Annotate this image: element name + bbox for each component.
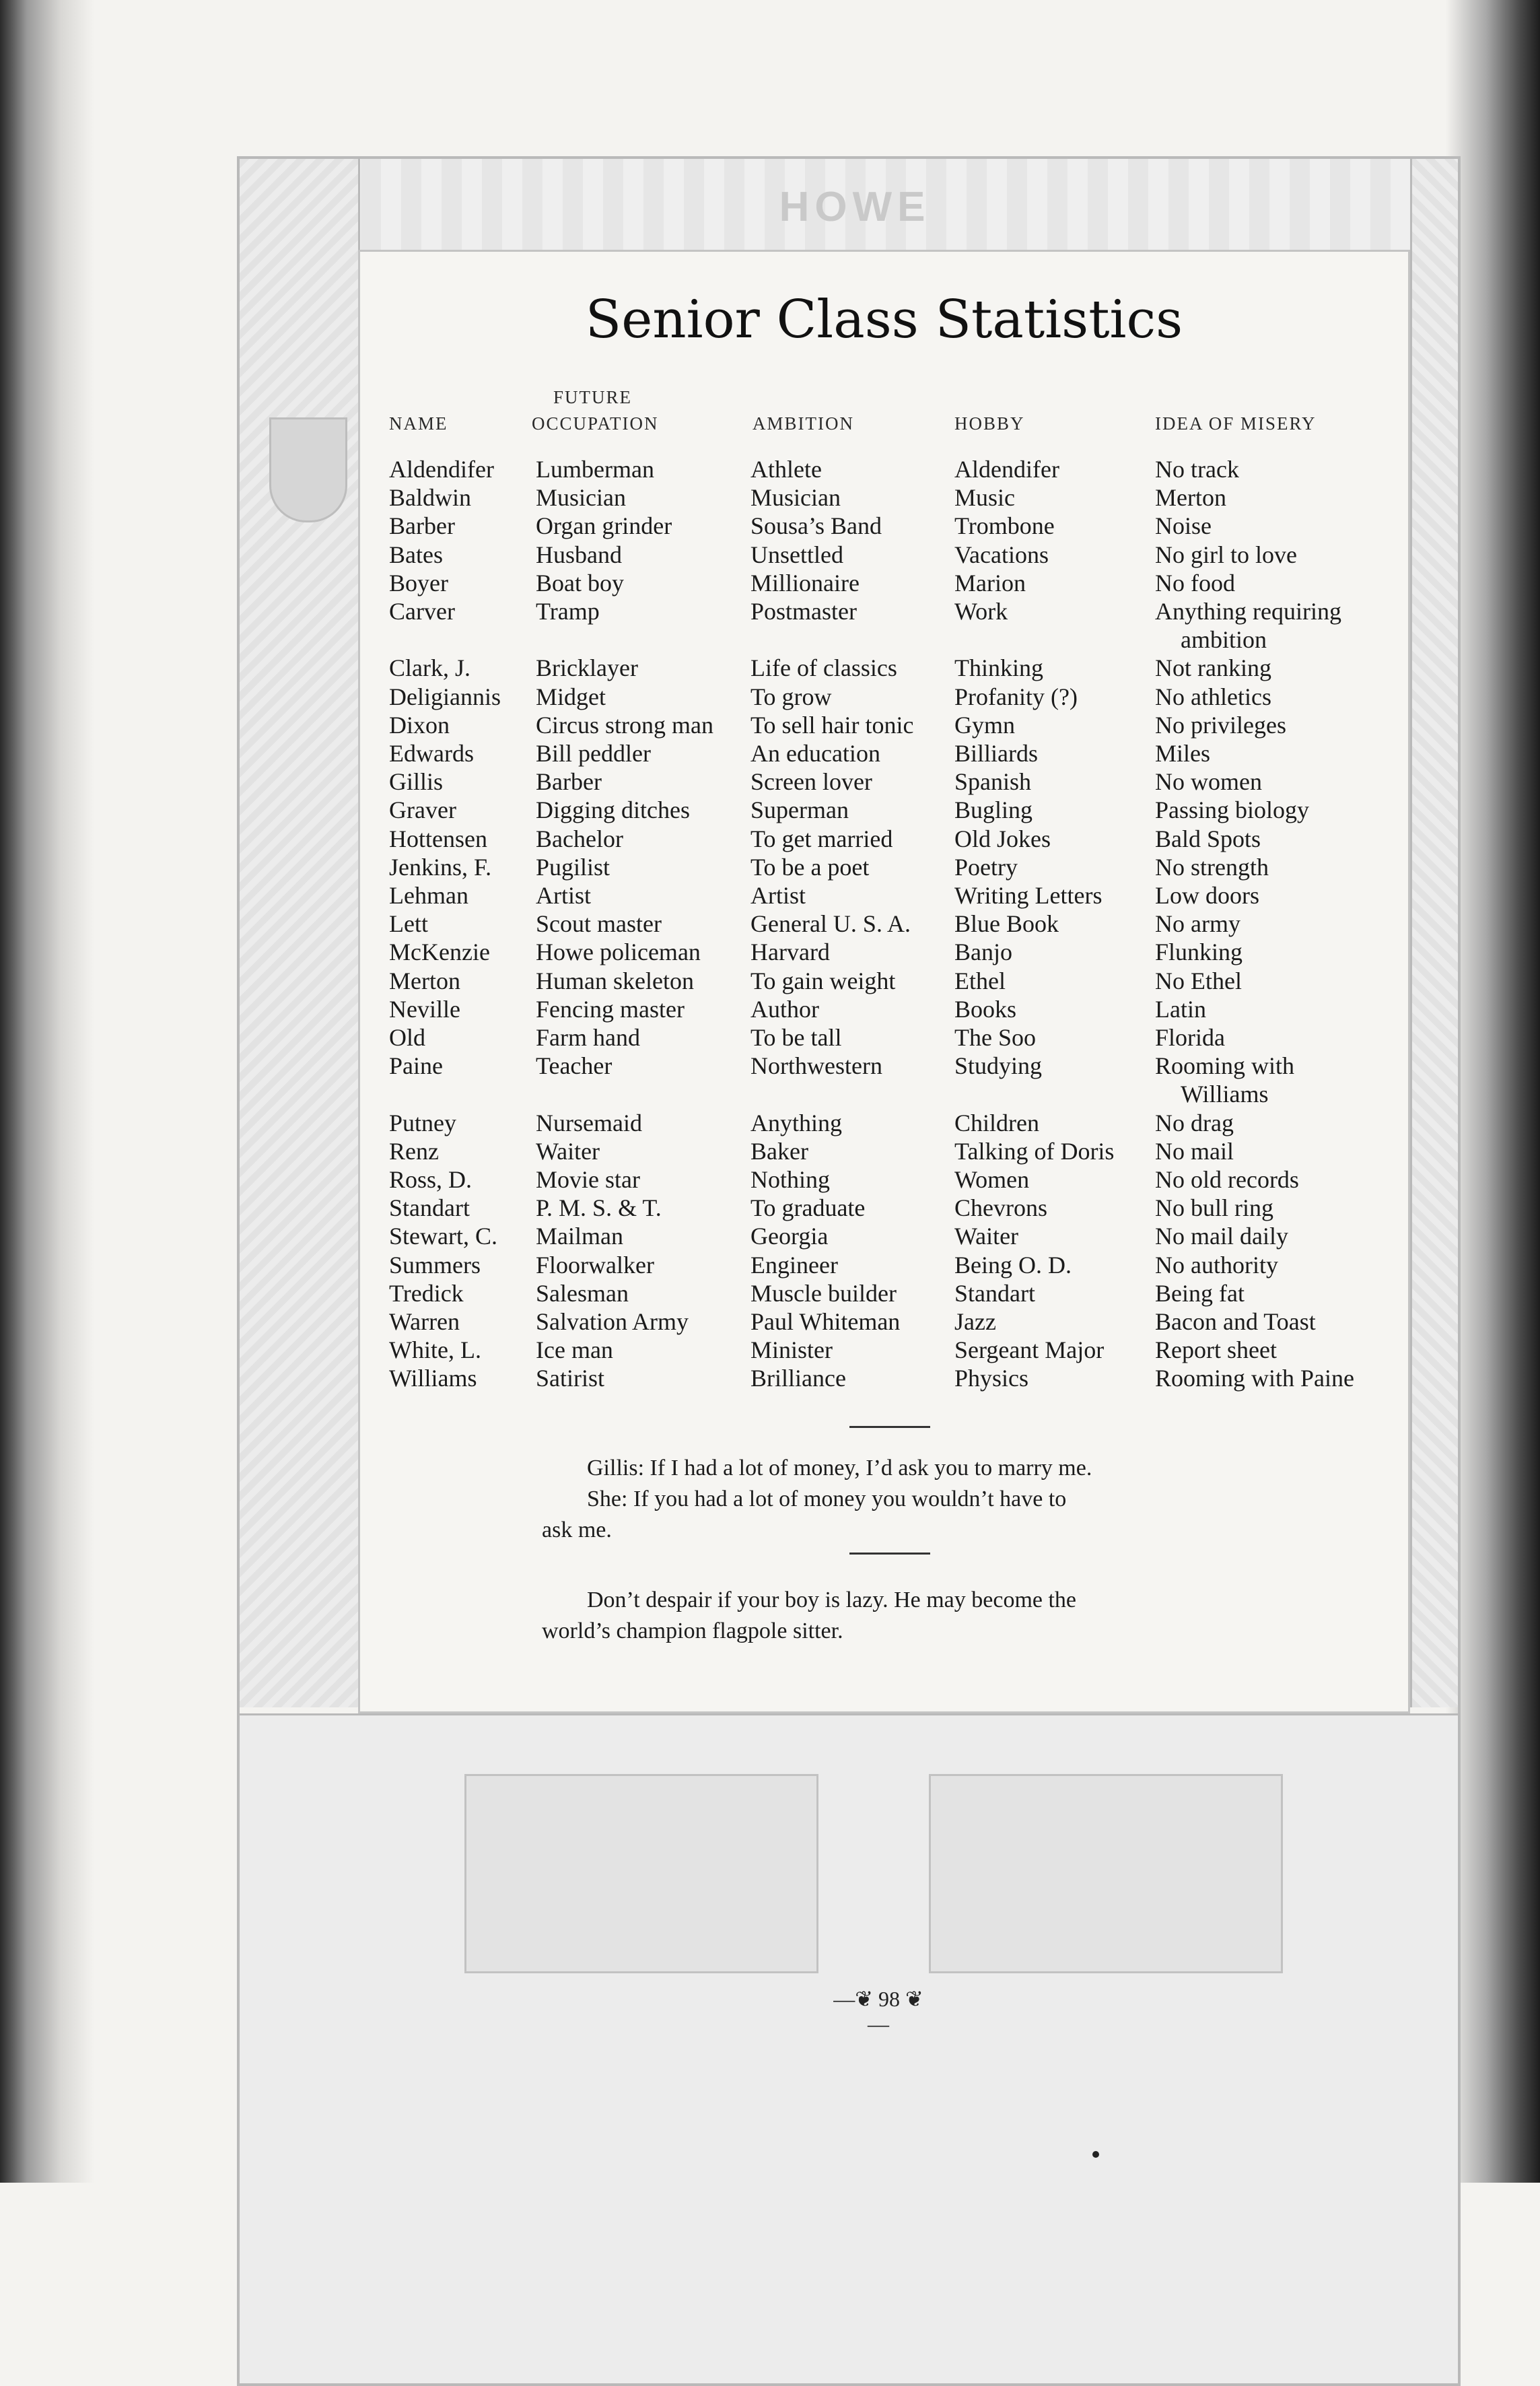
row-hobby: Physics <box>954 1365 1029 1392</box>
row-name: Hottensen <box>389 825 487 852</box>
joke-despair-line: Don’t despair if your boy is lazy. He may become the <box>587 1588 1077 1612</box>
row-idea-of-misery: Low doors <box>1155 882 1259 909</box>
header-occupation: OCCUPATION <box>532 413 659 434</box>
row-idea-of-misery: Bacon and Toast <box>1155 1308 1316 1335</box>
ink-dot <box>1092 2151 1099 2158</box>
row-name: Jenkins, F. <box>389 853 492 881</box>
row-hobby: Jazz <box>954 1308 996 1335</box>
row-occupation: Ice man <box>536 1336 613 1364</box>
row-name: Carver <box>389 598 455 625</box>
row-idea-of-misery: No old records <box>1155 1166 1299 1193</box>
row-ambition: Postmaster <box>750 598 857 625</box>
row-ambition: General U. S. A. <box>750 910 911 938</box>
row-idea-of-misery: No athletics <box>1155 683 1271 710</box>
row-occupation: Bill peddler <box>536 740 651 767</box>
row-occupation: Boat boy <box>536 569 624 596</box>
row-hobby: Gymn <box>954 711 1015 739</box>
row-ambition: Paul Whiteman <box>750 1308 901 1335</box>
header-idea-of-misery: IDEA OF MISERY <box>1155 413 1317 434</box>
row-ambition: Musician <box>750 484 841 512</box>
row-hobby: Aldendifer <box>954 456 1059 483</box>
row-ambition: Northwestern <box>750 1052 882 1080</box>
row-occupation: Satirist <box>536 1365 605 1392</box>
row-idea-of-misery-continuation: ambition <box>1181 626 1267 654</box>
row-idea-of-misery: Passing biology <box>1155 796 1310 824</box>
row-hobby: Talking of Doris <box>954 1137 1115 1165</box>
row-occupation: Bricklayer <box>536 654 638 682</box>
separator-rule <box>849 1426 930 1428</box>
row-idea-of-misery: Rooming with <box>1155 1052 1295 1080</box>
row-name: Graver <box>389 796 456 824</box>
page-number <box>828 1986 929 2037</box>
row-idea-of-misery: Merton <box>1155 484 1226 512</box>
row-ambition: To be a poet <box>750 853 870 881</box>
row-idea-of-misery: No food <box>1155 569 1235 596</box>
row-name: Standart <box>389 1194 470 1222</box>
row-occupation: Midget <box>536 683 606 710</box>
row-occupation: Circus strong man <box>536 711 713 739</box>
row-hobby: Books <box>954 995 1017 1023</box>
row-name: Neville <box>389 995 460 1023</box>
row-idea-of-misery: No privileges <box>1155 711 1286 739</box>
row-hobby: Chevrons <box>954 1194 1047 1222</box>
row-name: Warren <box>389 1308 460 1335</box>
row-hobby: Thinking <box>954 654 1043 682</box>
row-idea-of-misery: No mail <box>1155 1137 1234 1165</box>
row-occupation: Scout master <box>536 910 662 938</box>
row-occupation: Mailman <box>536 1223 623 1250</box>
row-occupation: Teacher <box>536 1052 612 1080</box>
row-hobby: Billiards <box>954 740 1038 767</box>
row-hobby: Banjo <box>954 939 1012 966</box>
row-hobby: Being O. D. <box>954 1251 1072 1279</box>
row-hobby: Spanish <box>954 768 1032 796</box>
row-idea-of-misery: Bald Spots <box>1155 825 1261 852</box>
row-occupation: Barber <box>536 768 602 796</box>
school-crest-icon <box>269 417 347 522</box>
page-binding-shadow-left <box>0 0 94 2183</box>
row-occupation: Salvation Army <box>536 1308 689 1335</box>
row-hobby: Women <box>954 1166 1030 1193</box>
row-hobby: Sergeant Major <box>954 1336 1105 1364</box>
row-hobby: Blue Book <box>954 910 1059 938</box>
row-hobby: Trombone <box>954 512 1055 540</box>
row-name: Dixon <box>389 711 450 739</box>
row-idea-of-misery: Rooming with Paine <box>1155 1365 1354 1392</box>
ornament-left-icon: —❦ <box>833 1987 878 2011</box>
page-title: Senior Class Statistics <box>585 289 1183 350</box>
row-idea-of-misery: Report sheet <box>1155 1336 1277 1364</box>
row-hobby: Vacations <box>954 541 1049 568</box>
row-ambition: Baker <box>750 1137 808 1165</box>
row-occupation: Tramp <box>536 598 600 625</box>
row-name: Baldwin <box>389 484 471 512</box>
row-idea-of-misery: No women <box>1155 768 1262 796</box>
joke-she-continuation: ask me. <box>542 1518 612 1542</box>
row-ambition: Screen lover <box>750 768 872 796</box>
header-hobby: HOBBY <box>954 413 1025 434</box>
row-name: Clark, J. <box>389 654 470 682</box>
row-idea-of-misery: Florida <box>1155 1024 1225 1051</box>
row-name: Lehman <box>389 882 468 909</box>
row-name: Merton <box>389 967 460 994</box>
row-hobby: Old Jokes <box>954 825 1051 852</box>
row-ambition: Minister <box>750 1336 833 1364</box>
row-ambition: To get married <box>750 825 893 852</box>
row-occupation: Farm hand <box>536 1024 640 1051</box>
row-ambition: Nothing <box>750 1166 831 1193</box>
row-occupation: Fencing master <box>536 995 685 1023</box>
row-name: Lett <box>389 910 428 938</box>
row-name: Williams <box>389 1365 477 1392</box>
row-occupation: Artist <box>536 882 592 909</box>
row-idea-of-misery: Miles <box>1155 740 1211 767</box>
header-name: NAME <box>389 413 448 434</box>
row-occupation: Waiter <box>536 1137 600 1165</box>
row-occupation: Howe policeman <box>536 939 701 966</box>
page-number-value: 98 <box>878 1987 900 2011</box>
row-occupation: P. M. S. & T. <box>536 1194 662 1222</box>
building-illustration <box>929 1774 1283 1973</box>
row-name: Deligiannis <box>389 683 501 710</box>
row-idea-of-misery: Noise <box>1155 512 1212 540</box>
row-ambition: Life of classics <box>750 654 897 682</box>
row-occupation: Bachelor <box>536 825 623 852</box>
separator-rule <box>849 1553 930 1555</box>
row-name: Tredick <box>389 1279 464 1307</box>
row-name: Gillis <box>389 768 444 796</box>
ornament-right-icon: ❦— <box>868 1987 923 2036</box>
row-ambition: Artist <box>750 882 806 909</box>
row-occupation: Human skeleton <box>536 967 694 994</box>
row-name: Old <box>389 1024 425 1051</box>
joke-gillis-line: Gillis: If I had a lot of money, I’d ask you to marry me. <box>587 1456 1092 1480</box>
row-hobby: The Soo <box>954 1024 1036 1051</box>
header-future: FUTURE <box>553 387 633 407</box>
row-ambition: To sell hair tonic <box>750 711 914 739</box>
row-idea-of-misery: No army <box>1155 910 1240 938</box>
joke-she-line: She: If you had a lot of money you wouldn’t have to <box>587 1487 1067 1511</box>
row-occupation: Digging ditches <box>536 796 690 824</box>
row-hobby: Writing Letters <box>954 882 1102 909</box>
row-idea-of-misery: Not ranking <box>1155 654 1271 682</box>
howe-banner-logo: HOWE <box>779 183 931 230</box>
row-occupation: Pugilist <box>536 853 610 881</box>
row-idea-of-misery: No girl to love <box>1155 541 1297 568</box>
row-idea-of-misery: No authority <box>1155 1251 1278 1279</box>
row-hobby: Waiter <box>954 1223 1019 1250</box>
row-hobby: Marion <box>954 569 1026 596</box>
row-ambition: An education <box>750 740 880 767</box>
row-ambition: Anything <box>750 1109 843 1136</box>
row-name: Paine <box>389 1052 443 1080</box>
row-hobby: Profanity (?) <box>954 683 1078 710</box>
row-name: Putney <box>389 1109 457 1136</box>
row-idea-of-misery: No drag <box>1155 1109 1234 1136</box>
row-ambition: Author <box>750 995 819 1023</box>
row-ambition: Athlete <box>750 456 822 483</box>
row-hobby: Music <box>954 484 1015 512</box>
row-name: Summers <box>389 1251 481 1279</box>
row-idea-of-misery: No track <box>1155 456 1239 483</box>
row-occupation: Nursemaid <box>536 1109 642 1136</box>
row-ambition: Georgia <box>750 1223 829 1250</box>
row-name: White, L. <box>389 1336 481 1364</box>
row-idea-of-misery: Anything requiring <box>1155 598 1341 625</box>
row-occupation: Movie star <box>536 1166 640 1193</box>
row-ambition: Harvard <box>750 939 830 966</box>
row-hobby: Standart <box>954 1279 1035 1307</box>
row-hobby: Poetry <box>954 853 1018 881</box>
row-ambition: Muscle builder <box>750 1279 897 1307</box>
row-idea-of-misery-continuation: Williams <box>1181 1081 1269 1108</box>
row-occupation: Husband <box>536 541 622 568</box>
row-idea-of-misery: No Ethel <box>1155 967 1242 994</box>
row-hobby: Work <box>954 598 1008 625</box>
row-ambition: Brilliance <box>750 1365 846 1392</box>
row-occupation: Salesman <box>536 1279 629 1307</box>
row-name: Aldendifer <box>389 456 494 483</box>
row-name: Ross, D. <box>389 1166 473 1193</box>
row-idea-of-misery: Flunking <box>1155 939 1243 966</box>
row-ambition: To grow <box>750 683 832 710</box>
row-ambition: Millionaire <box>750 569 860 596</box>
row-ambition: Sousa’s Band <box>750 512 882 540</box>
row-ambition: Superman <box>750 796 849 824</box>
row-ambition: Unsettled <box>750 541 843 568</box>
row-name: Barber <box>389 512 455 540</box>
row-name: McKenzie <box>389 939 490 966</box>
row-name: Edwards <box>389 740 474 767</box>
row-occupation: Musician <box>536 484 626 512</box>
row-hobby: Bugling <box>954 796 1033 824</box>
row-hobby: Studying <box>954 1052 1043 1080</box>
row-hobby: Children <box>954 1109 1039 1136</box>
row-ambition: To gain weight <box>750 967 896 994</box>
row-idea-of-misery: No strength <box>1155 853 1269 881</box>
row-ambition: Engineer <box>750 1251 838 1279</box>
row-hobby: Ethel <box>954 967 1006 994</box>
row-name: Bates <box>389 541 443 568</box>
row-ambition: To be tall <box>750 1024 842 1051</box>
row-name: Stewart, C. <box>389 1223 497 1250</box>
header-ambition: AMBITION <box>753 413 854 434</box>
row-occupation: Organ grinder <box>536 512 672 540</box>
row-idea-of-misery: No bull ring <box>1155 1194 1273 1222</box>
row-idea-of-misery: Being fat <box>1155 1279 1245 1307</box>
row-occupation: Lumberman <box>536 456 654 483</box>
row-name: Renz <box>389 1137 439 1165</box>
cannon-illustration <box>464 1774 818 1973</box>
row-ambition: To graduate <box>750 1194 866 1222</box>
row-occupation: Floorwalker <box>536 1251 654 1279</box>
row-name: Boyer <box>389 569 448 596</box>
joke-despair-continuation: world’s champion flagpole sitter. <box>542 1618 843 1643</box>
row-idea-of-misery: No mail daily <box>1155 1223 1288 1250</box>
row-idea-of-misery: Latin <box>1155 995 1206 1023</box>
